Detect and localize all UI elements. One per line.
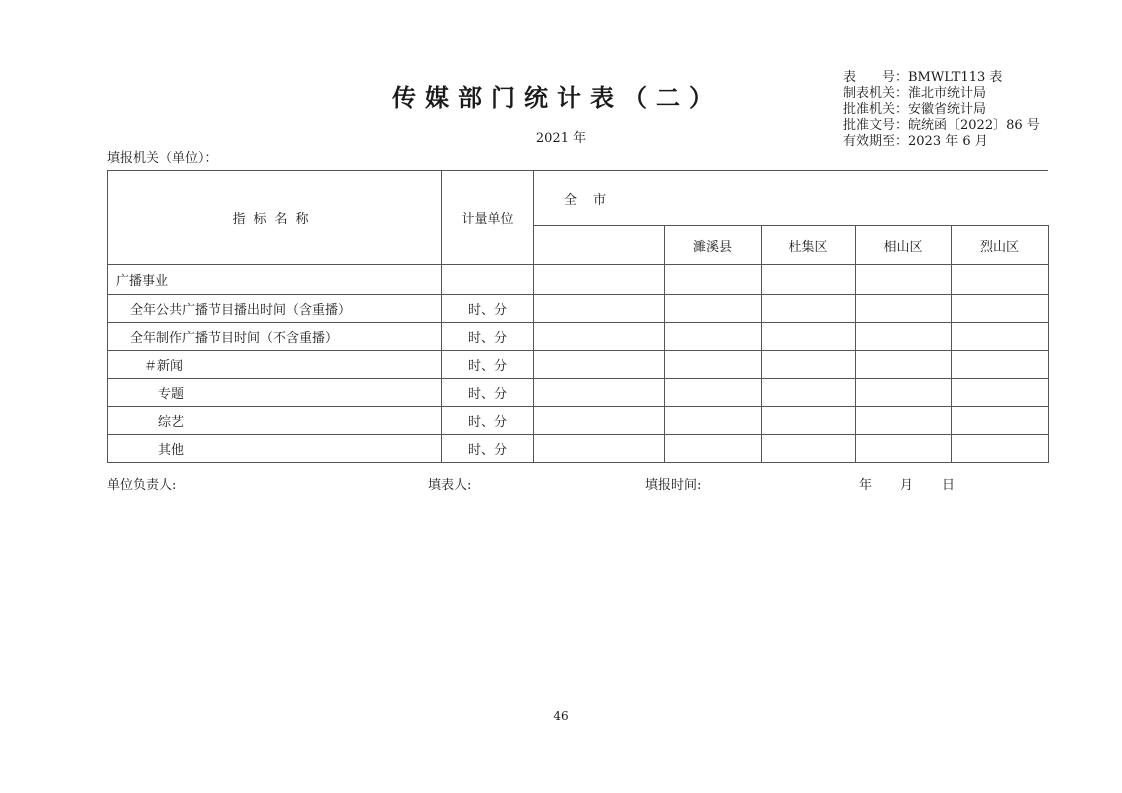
page-title: 传媒部门统计表（二） — [392, 83, 722, 112]
header-district-duji: 杜集区 — [761, 226, 855, 265]
footer-year: 年 — [859, 478, 873, 493]
header-indicator-name: 指标名称 — [108, 171, 442, 265]
meta-issuing-agency: 制表机关：淮北市统计局 — [843, 86, 987, 101]
cell-suixi[interactable] — [664, 265, 761, 295]
cell-city[interactable] — [534, 323, 665, 351]
header-district-suixi: 濉溪县 — [664, 226, 761, 265]
header-city-span — [664, 171, 1048, 226]
cell-lieshan[interactable] — [951, 265, 1048, 295]
row-name: 其他 — [108, 435, 442, 463]
cell-suixi[interactable] — [664, 351, 761, 379]
cell-suixi[interactable] — [664, 295, 761, 323]
footer-preparer-label: 填表人: — [428, 478, 472, 493]
row-unit — [442, 265, 534, 295]
row-name: 全年制作广播节目时间（不含重播） — [108, 323, 442, 351]
cell-city[interactable] — [534, 351, 665, 379]
cell-duji[interactable] — [761, 435, 855, 463]
row-name: 综艺 — [108, 407, 442, 435]
cell-city[interactable] — [534, 407, 665, 435]
cell-city[interactable] — [534, 295, 665, 323]
form-meta — [843, 70, 1040, 150]
cell-lieshan[interactable] — [951, 323, 1048, 351]
header-unit: 计量单位 — [442, 171, 534, 265]
row-unit: 时、分 — [442, 435, 534, 463]
report-year: 2021 年 — [535, 131, 587, 146]
row-unit: 时、分 — [442, 323, 534, 351]
cell-xiangshan[interactable] — [855, 295, 951, 323]
stats-table — [107, 170, 1049, 463]
footer-day: 日 — [942, 478, 956, 493]
row-unit: 时、分 — [442, 379, 534, 407]
footer-month: 月 — [900, 478, 914, 493]
footer-head-label: 单位负责人: — [107, 478, 177, 493]
header-district-xiangshan: 相山区 — [855, 226, 951, 265]
cell-suixi[interactable] — [664, 323, 761, 351]
header-city: 全市 — [534, 171, 665, 226]
meta-valid-until: 有效期至：2023 年 6 月 — [843, 134, 988, 149]
footer-date-label: 填报时间: — [645, 478, 702, 493]
cell-xiangshan[interactable] — [855, 265, 951, 295]
cell-duji[interactable] — [761, 379, 855, 407]
cell-xiangshan[interactable] — [855, 435, 951, 463]
meta-approval-doc: 批准文号：皖统函〔2022〕86 号 — [843, 118, 1040, 133]
cell-city[interactable] — [534, 435, 665, 463]
cell-xiangshan[interactable] — [855, 323, 951, 351]
row-unit: 时、分 — [442, 295, 534, 323]
cell-duji[interactable] — [761, 323, 855, 351]
cell-lieshan[interactable] — [951, 379, 1048, 407]
row-name: ＃新闻 — [108, 351, 442, 379]
row-name: 广播事业 — [108, 265, 442, 295]
cell-xiangshan[interactable] — [855, 351, 951, 379]
header-district-lieshan: 烈山区 — [951, 226, 1048, 265]
cell-city[interactable] — [534, 265, 665, 295]
cell-lieshan[interactable] — [951, 351, 1048, 379]
page-number: 46 — [553, 709, 569, 723]
meta-approving-agency: 批准机关：安徽省统计局 — [843, 102, 987, 117]
row-name: 专题 — [108, 379, 442, 407]
cell-lieshan[interactable] — [951, 407, 1048, 435]
cell-suixi[interactable] — [664, 435, 761, 463]
filler-label: 填报机关（单位）： — [107, 151, 218, 166]
cell-city[interactable] — [534, 379, 665, 407]
cell-duji[interactable] — [761, 407, 855, 435]
cell-suixi[interactable] — [664, 407, 761, 435]
cell-lieshan[interactable] — [951, 295, 1048, 323]
cell-duji[interactable] — [761, 351, 855, 379]
header-city-lower — [534, 226, 665, 265]
cell-duji[interactable] — [761, 295, 855, 323]
cell-xiangshan[interactable] — [855, 407, 951, 435]
meta-form-number: 表 号：BMWLT113 表 — [843, 70, 1003, 85]
row-unit: 时、分 — [442, 407, 534, 435]
cell-duji[interactable] — [761, 265, 855, 295]
cell-lieshan[interactable] — [951, 435, 1048, 463]
cell-xiangshan[interactable] — [855, 379, 951, 407]
cell-suixi[interactable] — [664, 379, 761, 407]
row-name: 全年公共广播节目播出时间（含重播） — [108, 295, 442, 323]
row-unit: 时、分 — [442, 351, 534, 379]
